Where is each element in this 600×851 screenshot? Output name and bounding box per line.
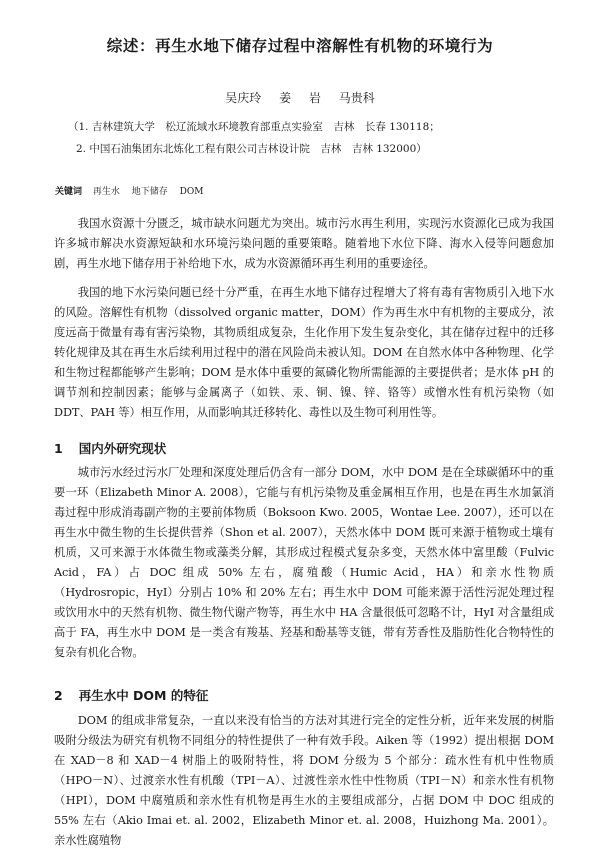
section-heading bbox=[54, 686, 208, 704]
section-title: 国内外研究现状 bbox=[78, 441, 167, 456]
body-paragraph: 我国的地下水污染问题已经十分严重，在再生水地下储存过程增大了将有毒有害物质引入地下水的风险。溶解性有机物（dissolved organic matter，DOM）作为再生水中有机物的主要成分，浓度远高于微量有毒有害污染物，其物质组成复杂，生化作用下发生复杂变化，其在储存过程中的迁移转化规律及其在再生水后续利用过程中的潜在风险尚未被认知。DOM 在自然水体中各种物理、化学和生物过程都能够产生影响；DOM 是水体中重要的氮磷化物所需能源的主要提供者；是水体 pH 的调节剂和控制因素；能够与金属离子（如铁、汞、铜、镍、锌、铬等）或憎水性有机污染物（如 DDT、PAH 等）相互作用，从而影响其迁移转化、毒性以及生物可利用性等。 bbox=[54, 286, 554, 419]
paper-title: 综述：再生水地下储存过程中溶解性有机物的环境行为 bbox=[106, 37, 494, 55]
section-number: 2 bbox=[54, 688, 63, 703]
author-name: 姜 岩 bbox=[279, 91, 321, 105]
author-name: 吴庆玲 bbox=[225, 91, 262, 105]
body-paragraph: DOM 的组成非常复杂，一直以来没有恰当的方法对其进行完全的定性分析，近年来发展的树脂吸附分级法为研究有机物不同组分的特性提供了一种有效手段。Aiken 等（1992）提出根据 DOM 在 XAD－8 和 XAD－4 树脂上的吸附特性，将 DOM 分级为 5 个部分：疏水性有机中性物质（HPO－N）、过渡亲水性有机酸（TPI－A）、过渡性亲水性中性物质（TPI－N）和亲水性有机物（HPI），DOM 中腐殖质和亲水性有机物是再生水的主要组成部分，占据 DOM 中 DOC 组成的 55% 左右（Akio Imai et. al. 2002，Elizabeth Minor et. al. 2008，Huizhong Ma. 2001）。亲水性腐殖物 bbox=[54, 714, 554, 847]
keywords-line bbox=[55, 184, 212, 197]
body-paragraph: 城市污水经过污水厂处理和深度处理后仍含有一部分 DOM，水中 DOM 是在全球碳循环中的重要一环（Elizabeth Minor A. 2008），它能与有机污染物及重金属相互作用，也是在再生水加氯消毒过程中形成消毒副产物的主要前体物质（Boksoon Kwo. 2005，Wontae Lee. 2007），还可以在再生水中微生物的生长提供营养（Shon et al. 2007），天然水体中 DOM 既可来源于植物或土壤有机质，又可来源于水体微生物或藻类分解，其形成过程模式复杂多变，天然水体中富里酸（Fulvic Acid，FA）占 DOC 组成 50% 左右，腐殖酸（Humic Acid，HA）和亲水性物质（Hydrosropic，HyI）分别占 10% 和 20% 左右；再生水中 DOM 可能来源于活性污泥处理过程或饮用水中的天然有机物、微生物代谢产物等，再生水中 HA 含量很低可忽略不计，HyI 对含量组成高于 FA，再生水中 DOM 是一类含有羧基、羟基和酚基等支链，带有芳香性及脂肪性化合物特性的复杂有机化合物。 bbox=[54, 466, 554, 659]
affiliation-line: （1. 吉林建筑大学 松辽流域水环境教育部重点实验室 吉林 长春 130118； bbox=[68, 121, 440, 133]
affiliation-line: 2. 中国石油集团东北炼化工程有限公司吉林设计院 吉林 吉林 132000） bbox=[76, 143, 427, 155]
keyword: 再生水 bbox=[92, 187, 120, 197]
section-title: 再生水中 DOM 的特征 bbox=[78, 688, 209, 703]
keyword: DOM bbox=[179, 187, 204, 197]
keywords-label: 关键词 bbox=[55, 187, 83, 197]
body-paragraph: 我国水资源十分匮乏，城市缺水问题尤为突出。城市污水再生利用，实现污水资源化已成为我国许多城市解决水资源短缺和水环境污染问题的重要策略。随着地下水位下降、海水入侵等问题愈加剧，再生水地下储存用于补给地下水，成为水资源循环再生利用的重要途径。 bbox=[54, 217, 554, 270]
author-list bbox=[0, 89, 600, 106]
section-number: 1 bbox=[54, 441, 63, 456]
section-heading bbox=[54, 439, 166, 457]
author-name: 马贵科 bbox=[338, 91, 375, 105]
keyword: 地下储存 bbox=[131, 187, 168, 197]
